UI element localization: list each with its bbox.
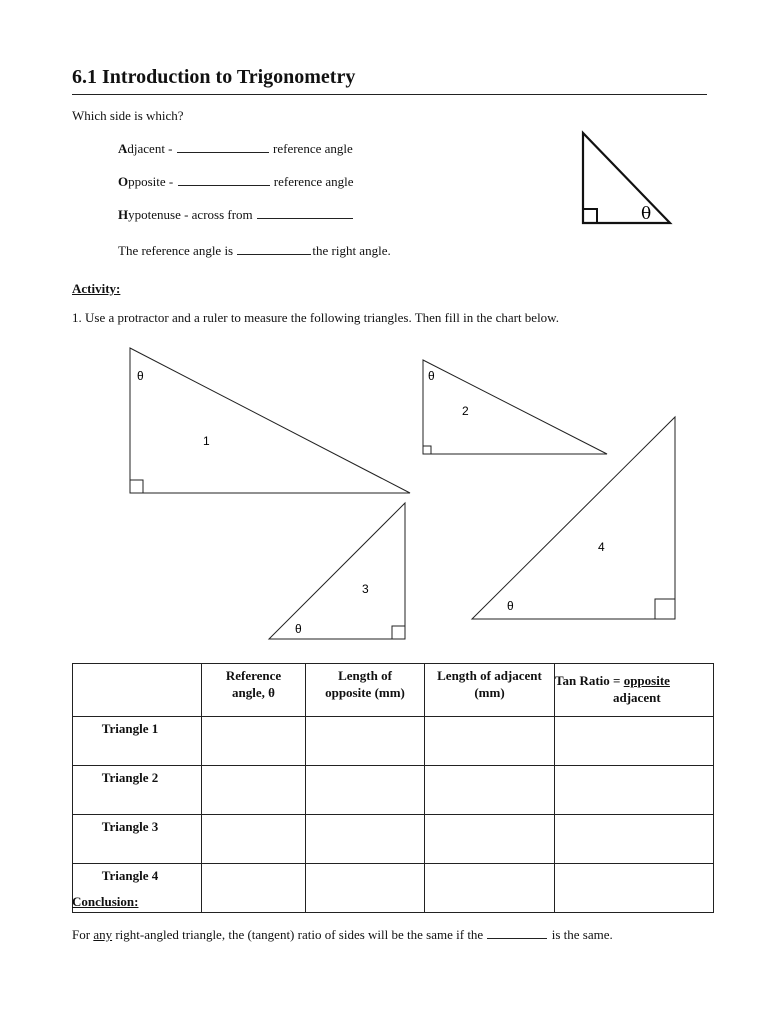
row-label: Triangle 1: [73, 717, 202, 766]
conclusion-middle: right-angled triangle, the (tangent) ratio of sides will be the same if the: [112, 927, 487, 942]
instruction-text: 1. Use a protractor and a ruler to measure the following triangles. Then fill in the chart below.: [72, 310, 559, 325]
table-row: [73, 766, 714, 815]
table-cell[interactable]: [555, 864, 714, 913]
table-row: [73, 864, 714, 913]
definition-after: reference angle: [273, 141, 353, 156]
question-text: Which side is which?: [72, 108, 184, 123]
table-cell[interactable]: [306, 766, 425, 815]
triangle-1: [130, 348, 410, 493]
measurement-table: [72, 663, 714, 913]
table-header-opposite-text: Length of opposite (mm): [325, 668, 405, 700]
table-cell[interactable]: [425, 815, 555, 864]
table-row: [73, 717, 714, 766]
table-cell[interactable]: [202, 864, 306, 913]
table-header-blank: [73, 664, 202, 717]
definition-lead: H: [118, 207, 129, 222]
triangle-1-theta: θ: [137, 369, 144, 383]
tan-numerator: opposite: [623, 673, 670, 688]
table-cell[interactable]: [306, 864, 425, 913]
row-label: Triangle 2: [73, 766, 202, 815]
conclusion-before: For: [72, 927, 94, 942]
triangle-2: [423, 360, 607, 454]
definition-text: djacent -: [127, 141, 176, 156]
tan-denominator: adjacent: [613, 690, 661, 705]
definition-text: ypotenuse - across from: [128, 207, 256, 222]
activity-heading: Activity:: [72, 281, 121, 296]
definition-lead: O: [118, 174, 129, 189]
table-cell[interactable]: [425, 864, 555, 913]
conclusion-heading: Conclusion:: [72, 894, 139, 909]
conclusion-emphasis: any: [93, 927, 113, 942]
triangle-2-label: 2: [462, 404, 469, 418]
table-header-adjacent: [425, 664, 555, 717]
table-header-angle-text: Reference angle, θ: [225, 668, 282, 700]
triangle-4-theta: θ: [507, 599, 514, 613]
table-header-angle: [202, 664, 306, 717]
row-label: Triangle 3: [73, 815, 202, 864]
triangle-2-theta: θ: [428, 369, 435, 383]
table-cell[interactable]: [306, 815, 425, 864]
conclusion-after: is the same.: [548, 927, 613, 942]
table-cell[interactable]: [202, 766, 306, 815]
table-header-adjacent-text: Length of adjacent (mm): [437, 668, 542, 700]
table-header-row: [73, 664, 714, 717]
triangle-3: [269, 503, 405, 639]
page-title: 6.1 Introduction to Trigonometry: [72, 66, 356, 88]
reference-after: the right angle.: [312, 243, 391, 258]
tan-prefix: Tan Ratio =: [555, 673, 624, 688]
table-cell[interactable]: [202, 717, 306, 766]
definition-lead: A: [118, 141, 128, 156]
triangle-1-label: 1: [203, 434, 210, 448]
table-header-tan: [555, 664, 714, 717]
triangle-3-label: 3: [362, 582, 369, 596]
table-cell[interactable]: [555, 815, 714, 864]
triangle-4-label: 4: [598, 540, 605, 554]
conclusion-sentence: [72, 927, 613, 943]
table-cell[interactable]: [306, 717, 425, 766]
definition-after: reference angle: [273, 174, 354, 189]
table-cell[interactable]: [425, 717, 555, 766]
reference-triangle: [583, 133, 670, 223]
definition-text: pposite -: [128, 174, 177, 189]
row-label: Triangle 4: [73, 864, 202, 913]
reference-theta: θ: [641, 204, 652, 224]
table-cell[interactable]: [425, 766, 555, 815]
triangle-4: [472, 417, 675, 619]
table-cell[interactable]: [555, 766, 714, 815]
triangle-3-theta: θ: [295, 622, 302, 636]
table-cell[interactable]: [202, 815, 306, 864]
table-cell[interactable]: [555, 717, 714, 766]
table-header-opposite: [306, 664, 425, 717]
table-row: [73, 815, 714, 864]
reference-before: The reference angle is: [118, 243, 237, 258]
answer-blank[interactable]: [487, 927, 547, 939]
